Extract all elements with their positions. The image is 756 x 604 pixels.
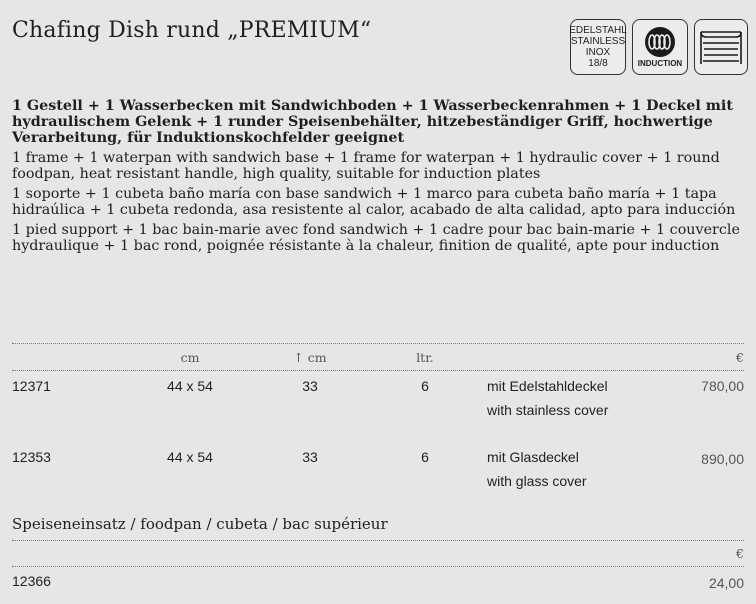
header-size: cm <box>180 350 200 365</box>
stacked-frame-icon <box>698 24 744 70</box>
subsection-title-bold: Speiseneinsatz <box>12 515 126 533</box>
height-arrow-icon: ↑ <box>293 350 304 365</box>
row-code: 12371 <box>12 378 51 394</box>
row-price: 24,00 <box>708 575 744 591</box>
row-note-en: with glass cover <box>487 473 587 489</box>
header-height-unit: cm <box>307 350 327 365</box>
row-price: 890,00 <box>701 451 744 467</box>
induction-coil-icon <box>640 26 680 58</box>
stainless-steel-badge <box>570 19 626 75</box>
description-de: 1 Gestell + 1 Wasserbecken mit Sandwichboden + 1 Wasserbeckenrahmen + 1 Deckel mit hydraulischem Gelenk + 1 runder Speisenbehälter, hitzebeständiger Griff, hochwertige Verarbeitung, für Induktionskochfelder geeignet <box>12 98 733 146</box>
divider <box>12 370 744 371</box>
badge-group <box>570 19 748 75</box>
product-description <box>12 98 744 258</box>
subsection-currency: € <box>736 546 744 561</box>
description-en: 1 frame + 1 waterpan with sandwich base + 1 frame for waterpan + 1 hydraulic cover + 1 round foodpan, heat resistant handle, high quality, suitable for induction plates <box>12 150 720 182</box>
row-code: 12366 <box>12 573 51 589</box>
induction-badge <box>632 19 688 75</box>
steel-line-3: INOX <box>585 47 611 58</box>
steel-line-1: EDELSTAHL <box>569 25 627 36</box>
row-volume: 6 <box>421 449 429 465</box>
row-note-de: mit Edelstahldeckel <box>487 378 608 394</box>
steel-line-4: 18/8 <box>588 58 608 69</box>
page-title: Chafing Dish rund „PREMIUM“ <box>12 18 372 43</box>
row-size: 44 x 54 <box>167 449 213 465</box>
row-code: 12353 <box>12 449 51 465</box>
row-height: 33 <box>302 449 318 465</box>
subsection-title <box>12 515 388 533</box>
induction-label: INDUCTION <box>637 59 683 68</box>
row-volume: 6 <box>421 378 429 394</box>
row-note-de: mit Glasdeckel <box>487 449 579 465</box>
header-currency: € <box>736 350 744 365</box>
chafing-frame-badge <box>694 19 748 75</box>
row-price: 780,00 <box>701 378 744 394</box>
steel-line-2: STAINLESS <box>570 36 626 47</box>
subsection-title-rest: / foodpan / cubeta / bac supérieur <box>125 515 388 533</box>
divider <box>12 343 744 344</box>
header-volume: ltr. <box>416 350 434 365</box>
divider <box>12 540 744 541</box>
divider <box>12 566 744 567</box>
header-height <box>280 350 340 365</box>
row-size: 44 x 54 <box>167 378 213 394</box>
description-es: 1 soporte + 1 cubeta baño maría con base sandwich + 1 marco para cubeta baño maría + 1 tapa hidraúlica + 1 cubeta redonda, asa resistente al calor, acabado de alta calidad, apto para inducción <box>12 186 736 218</box>
row-height: 33 <box>302 378 318 394</box>
row-note-en: with stainless cover <box>487 402 609 418</box>
description-fr: 1 pied support + 1 bac bain-marie avec fond sandwich + 1 cadre pour bac bain-marie + 1 couvercle hydraulique + 1 bac rond, poignée résistante à la chaleur, finition de qualité, apte pour induction <box>12 222 740 254</box>
